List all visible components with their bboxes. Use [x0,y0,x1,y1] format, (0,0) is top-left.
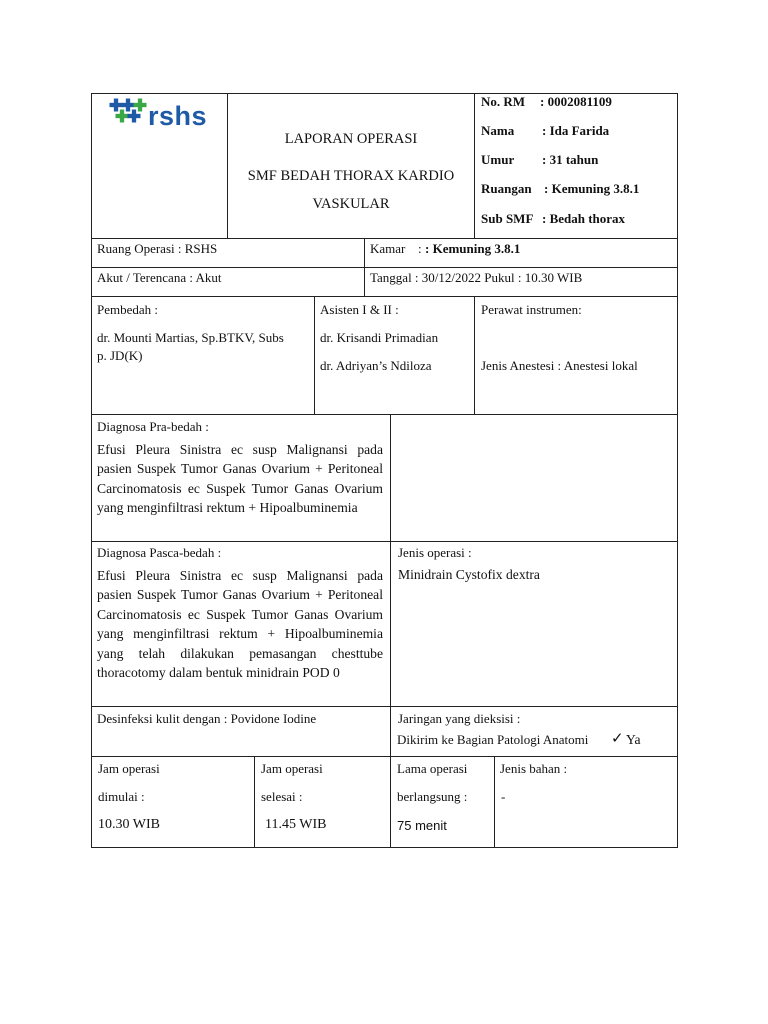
diagnosa-pasca-label: Diagnosa Pasca-bedah : [97,545,222,560]
kamar-label: Kamar [370,241,406,256]
header-bottom-line [91,238,678,239]
lama-operasi-label-1: Lama operasi [397,761,468,776]
jaringan-label: Jaringan yang dieksisi : [398,711,521,726]
jenis-bahan-label: Jenis bahan : [500,761,568,776]
report-subtitle-line2: VASKULAR [312,196,390,212]
pembedah-label: Pembedah : [97,302,159,317]
ya-text: Ya [626,732,641,747]
lama-operasi-value: 75 menit [397,818,447,833]
jam-mulai-label-2: dimulai : [98,789,145,804]
subsmf-value: : Bedah thorax [542,211,626,226]
lama-operasi-label-2: berlangsung : [397,789,468,804]
kamar-value: : Kemuning 3.8.1 [425,241,521,256]
jam-selesai-label-1: Jam operasi [261,761,323,776]
dikirim-text: Dikirim ke Bagian Patologi Anatomi [397,732,589,747]
logo-plus-4-v [120,110,124,123]
name-value: : Ida Farida [542,123,610,138]
jam-selesai-value: 11.45 WIB [265,817,327,832]
room-value: : Kemuning 3.8.1 [544,181,640,196]
subsmf-label: Sub SMF [481,211,534,226]
team-divider-2 [474,296,475,414]
diagnosa-pra-text: Efusi Pleura Sinistra ec susp Malignansi pada pasien Suspek Tumor Ganas Ovarium + Peritoneal Carcinomatosis ec Suspek Tumor Ganas Ovarium yang menginfiltrasi rektum + Hipoalbuminemia [97,442,383,516]
pra-divider [390,414,391,541]
jam-mulai-label-1: Jam operasi [98,761,160,776]
jenis-bahan-value: - [501,789,506,804]
pasca-bottom-line [91,706,678,707]
perawat-label: Perawat instrumen: [481,302,582,317]
pasca-divider [390,541,391,706]
pra-bottom-line [91,541,678,542]
header-divider-left [227,93,228,238]
logo-plus-2-v [126,99,130,112]
tanggal-pukul: Tanggal : 30/12/2022 Pukul : 10.30 WIB [370,270,583,285]
report-title: LAPORAN OPERASI [284,131,418,147]
jenis-anestesi: Jenis Anestesi : Anestesi lokal [481,358,638,373]
logo-plus-1-v [114,99,118,112]
age-value: : 31 tahun [542,152,599,167]
jenis-operasi-label: Jenis operasi : [398,545,472,560]
asisten-1: dr. Krisandi Primadian [320,330,439,345]
team-bottom-line [91,414,678,415]
jenis-operasi-value: Minidrain Cystofix dextra [398,567,540,582]
times-divider-2 [390,756,391,848]
age-label: Umur [481,152,515,167]
jam-selesai-label-2: selesai : [261,789,303,804]
desinfeksi-divider [390,706,391,756]
asisten-label: Asisten I & II : [320,302,399,317]
logo-text: rshs [148,101,208,131]
rm-value: : 0002081109 [540,94,612,109]
team-divider-1 [314,296,315,414]
ruang-operasi: Ruang Operasi : RSHS [97,241,218,256]
diagnosa-pasca-text: Efusi Pleura Sinistra ec susp Malignansi pada pasien Suspek Tumor Ganas Ovarium + Peritoneal Carcinomatosis ec Suspek Tumor Ganas Ovarium yang menginfiltrasi rektum + Hipoalbuminemia yang telah dilakukan pemasangan chesttube thoracotomy dalam bentuk minidrain POD 0 [97,568,383,681]
rm-label: No. RM [481,94,526,109]
row1-bottom-line [91,267,678,268]
kamar-colon: : [418,241,422,256]
asisten-2: dr. Adriyan’s Ndiloza [320,358,432,373]
times-divider-1 [254,756,255,848]
room-label: Ruangan [481,181,532,196]
pembedah-name-line2: p. JD(K) [97,348,143,363]
pembedah-name-line1: dr. Mounti Martias, Sp.BTKV, Subs [97,330,284,345]
header-divider-right [474,93,475,238]
report-subtitle-line1: SMF BEDAH THORAX KARDIO [247,168,455,184]
check-icon: ✓ [611,731,624,747]
desinfeksi-bottom-line [91,756,678,757]
desinfeksi-text: Desinfeksi kulit dengan : Povidone Iodine [97,711,317,726]
rshs-logo [104,95,219,135]
jam-mulai-value: 10.30 WIB [98,817,160,832]
diagnosa-pra-label: Diagnosa Pra-bedah : [97,419,209,434]
akut-terencana: Akut / Terencana : Akut [97,270,222,285]
logo-plus-5-v [132,110,136,123]
row2-bottom-line [91,296,678,297]
name-label: Nama [481,123,515,138]
times-divider-3 [494,756,495,848]
logo-plus-3-v [138,99,142,112]
